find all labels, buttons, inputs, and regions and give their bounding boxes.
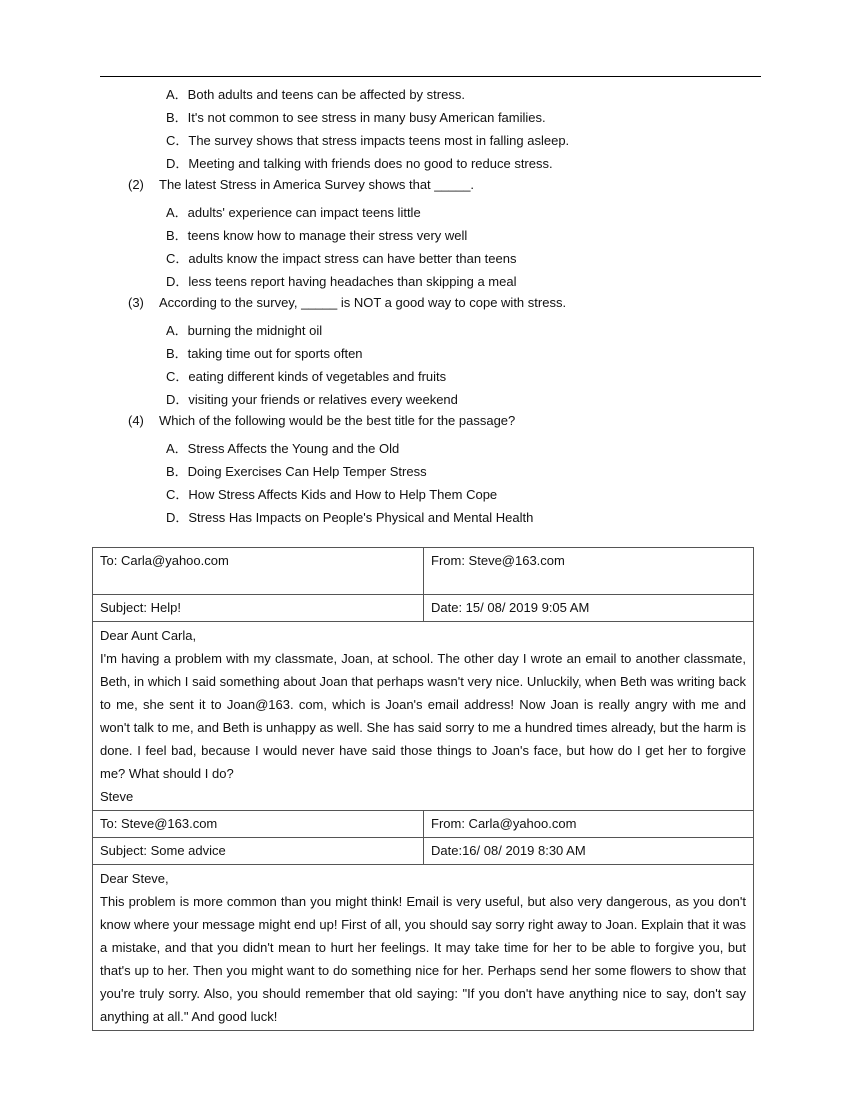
q4-option-b: B．Doing Exercises Can Help Temper Stress xyxy=(166,464,427,479)
email-table xyxy=(92,547,754,1031)
q3-option-c: C．eating different kinds of vegetables and fruits xyxy=(166,369,447,384)
email1-subject: Subject: Help! xyxy=(93,595,424,622)
q3-option-d: D．visiting your friends or relatives every weekend xyxy=(166,392,458,407)
q3-option-a: A．burning the midnight oil xyxy=(166,323,323,338)
header-rule xyxy=(100,76,761,77)
email1-subject-row xyxy=(93,595,754,622)
question-text: Which of the following would be the best title for the passage? xyxy=(159,413,516,428)
q4-option-d: D．Stress Has Impacts on People's Physical and Mental Health xyxy=(166,510,534,525)
email2-body: This problem is more common than you might think! Email is very useful, but also very dangerous, as you don't know where your message might end up! First of all, you should say sorry right away to Joan. Explain that it was a mistake, and that you didn't mean to hurt her feelings. It may take time for her to be able to forgive you, but that's up to her. Then you might want to do something nice for her. Perhaps send her some flowers to show that you're truly sorry. Also, you should remember that old saying: "If you don't have anything nice to say, don't say anything at all." And good luck! xyxy=(100,894,746,1024)
email2-date: Date:16/ 08/ 2019 8:30 AM xyxy=(424,838,754,865)
email2-from: From: Carla@yahoo.com xyxy=(424,811,754,838)
email2-subject-row xyxy=(93,838,754,865)
email2-body-row xyxy=(93,865,754,1031)
question-text: According to the survey, _____ is NOT a good way to cope with stress. xyxy=(159,295,567,310)
q2-option-b: B．teens know how to manage their stress very well xyxy=(166,228,468,243)
email2-to: To: Steve@163.com xyxy=(93,811,424,838)
email1-body-cell xyxy=(93,622,754,811)
q4-option-c: C．How Stress Affects Kids and How to Help Them Cope xyxy=(166,487,498,502)
q2-option-d: D．less teens report having headaches than skipping a meal xyxy=(166,274,517,289)
email1-body: I'm having a problem with my classmate, Joan, at school. The other day I wrote an email to another classmate, Beth, in which I said something about Joan that perhaps wasn't very nice. Unluckily, when Beth was writing back to me, she sent it to Joan@163. com, which is Joan's email address! Now Joan is really angry with me and won't talk to me, and Beth is unhappy as well. She has said sorry to me a hundred times already, but the harm is done. I feel bad, because I would never have said those things to Joan's face, but how do I get her to forgive me? What should I do? xyxy=(100,651,746,781)
email1-from: From: Steve@163.com xyxy=(424,548,754,595)
email1-to: To: Carla@yahoo.com xyxy=(93,548,424,595)
email2-greeting: Dear Steve, xyxy=(100,871,169,886)
email1-signature: Steve xyxy=(100,789,134,804)
email1-body-row xyxy=(93,622,754,811)
email1-greeting: Dear Aunt Carla, xyxy=(100,628,197,643)
q2-option-c: C．adults know the impact stress can have better than teens xyxy=(166,251,517,266)
question-number: (4) xyxy=(128,413,144,428)
email1-date: Date: 15/ 08/ 2019 9:05 AM xyxy=(424,595,754,622)
email2-body-cell xyxy=(93,865,754,1031)
question-number: (3) xyxy=(128,295,144,310)
email2-subject: Subject: Some advice xyxy=(93,838,424,865)
q4-option-a: A．Stress Affects the Young and the Old xyxy=(166,441,400,456)
question-text: The latest Stress in America Survey shows that _____. xyxy=(159,177,475,192)
email1-header-row xyxy=(93,548,754,595)
question-number: (2) xyxy=(128,177,144,192)
q2-option-a: A．adults' experience can impact teens little xyxy=(166,205,421,220)
q3-option-b: B．taking time out for sports often xyxy=(166,346,363,361)
q1-option-a: A．Both adults and teens can be affected by stress. xyxy=(166,87,465,102)
email2-header-row xyxy=(93,811,754,838)
q1-option-c: C．The survey shows that stress impacts teens most in falling asleep. xyxy=(166,133,570,148)
q1-option-b: B．It's not common to see stress in many busy American families. xyxy=(166,110,546,125)
q1-option-d: D．Meeting and talking with friends does no good to reduce stress. xyxy=(166,156,553,171)
